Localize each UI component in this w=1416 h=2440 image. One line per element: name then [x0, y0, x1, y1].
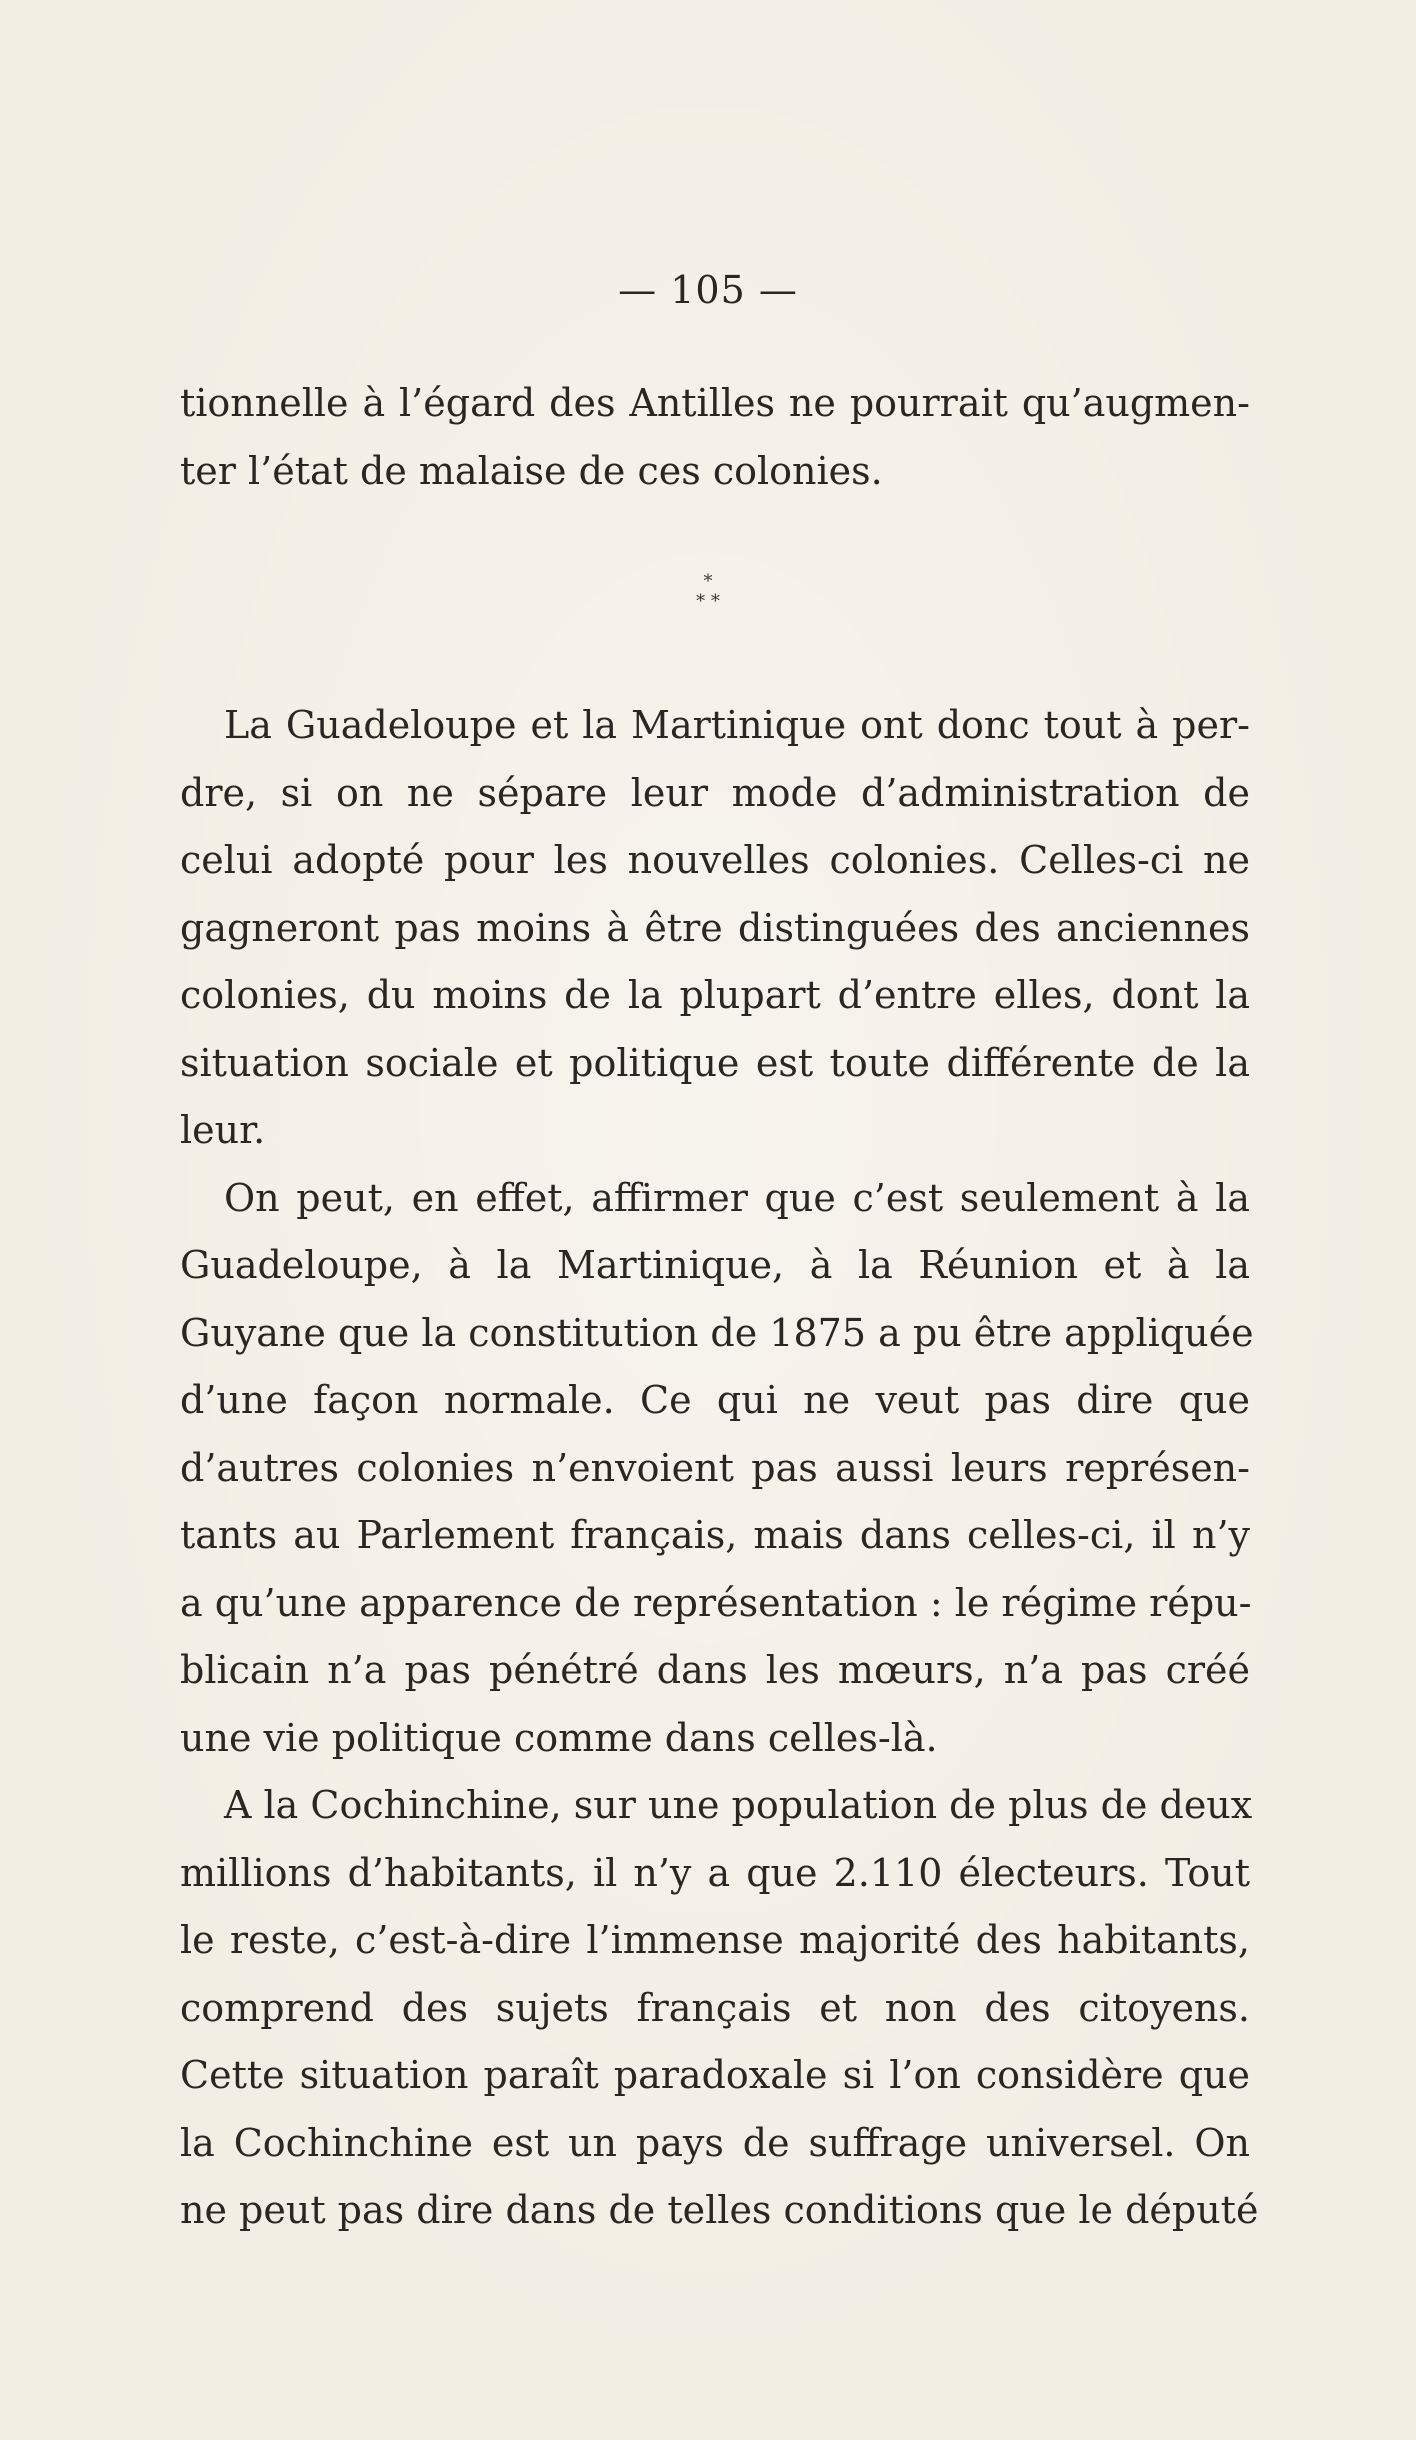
main-text	[180, 692, 1259, 2245]
text-line: dre, si on ne sépare leur mode d’administration de	[180, 770, 1250, 815]
text-line: ne peut pas dire dans de telles conditions que le député	[180, 2188, 1259, 2232]
text-line: d’une façon normale. Ce qui ne veut pas dire que	[180, 1378, 1250, 1422]
asterism-bottom: * *	[696, 591, 720, 612]
text-line: la Cochinchine est un pays de suffrage universel. On	[180, 2120, 1250, 2165]
text-line: La Guadeloupe et la Martinique ont donc tout à per-	[224, 703, 1250, 747]
text-line: tants au Parlement français, mais dans celles-ci, il n’y	[180, 1513, 1250, 1557]
page-number: — 105 —	[618, 268, 798, 312]
text-line: Guadeloupe, à la Martinique, à la Réunion et à la	[180, 1243, 1250, 1287]
text-line: On peut, en effet, affirmer que c’est seulement à la	[224, 1175, 1250, 1220]
text-line: situation sociale et politique est toute différente de la	[180, 1040, 1250, 1085]
text-line: gagneront pas moins à être distinguées des anciennes	[180, 905, 1250, 950]
text-line: blicain n’a pas pénétré dans les mœurs, n’a pas créé	[180, 1648, 1250, 1692]
text-line: celui adopté pour les nouvelles colonies. Celles-ci ne	[180, 838, 1250, 882]
text-line: comprend des sujets français et non des citoyens.	[180, 1985, 1250, 2030]
text-line: leur.	[180, 1108, 266, 1152]
text-line: d’autres colonies n’envoient pas aussi leurs représen-	[180, 1445, 1250, 1490]
section-break-asterism	[0, 572, 1416, 612]
asterism-top: *	[703, 571, 713, 592]
text-line: millions d’habitants, il n’y a que 2.110 électeurs. Tout	[180, 1850, 1250, 1895]
text-line: une vie politique comme dans celles-là.	[180, 1715, 938, 1760]
text-line: tionnelle à l’égard des Antilles ne pourrait qu’augmen-	[180, 381, 1250, 425]
text-line: ter l’état de malaise de ces colonies.	[180, 448, 883, 493]
paragraph-continuation	[180, 370, 1250, 505]
text-line: colonies, du moins de la plupart d’entre elles, dont la	[180, 973, 1250, 1017]
text-line: le reste, c’est-à-dire l’immense majorité des habitants,	[180, 1918, 1250, 1962]
text-line: A la Cochinchine, sur une population de plus de deux	[224, 1783, 1253, 1827]
text-line: a qu’une apparence de représentation : le régime répu-	[180, 1580, 1252, 1625]
text-line: Cette situation paraît paradoxale si l’on considère que	[180, 2053, 1250, 2097]
text-line: Guyane que la constitution de 1875 a pu être appliquée	[180, 1310, 1254, 1355]
